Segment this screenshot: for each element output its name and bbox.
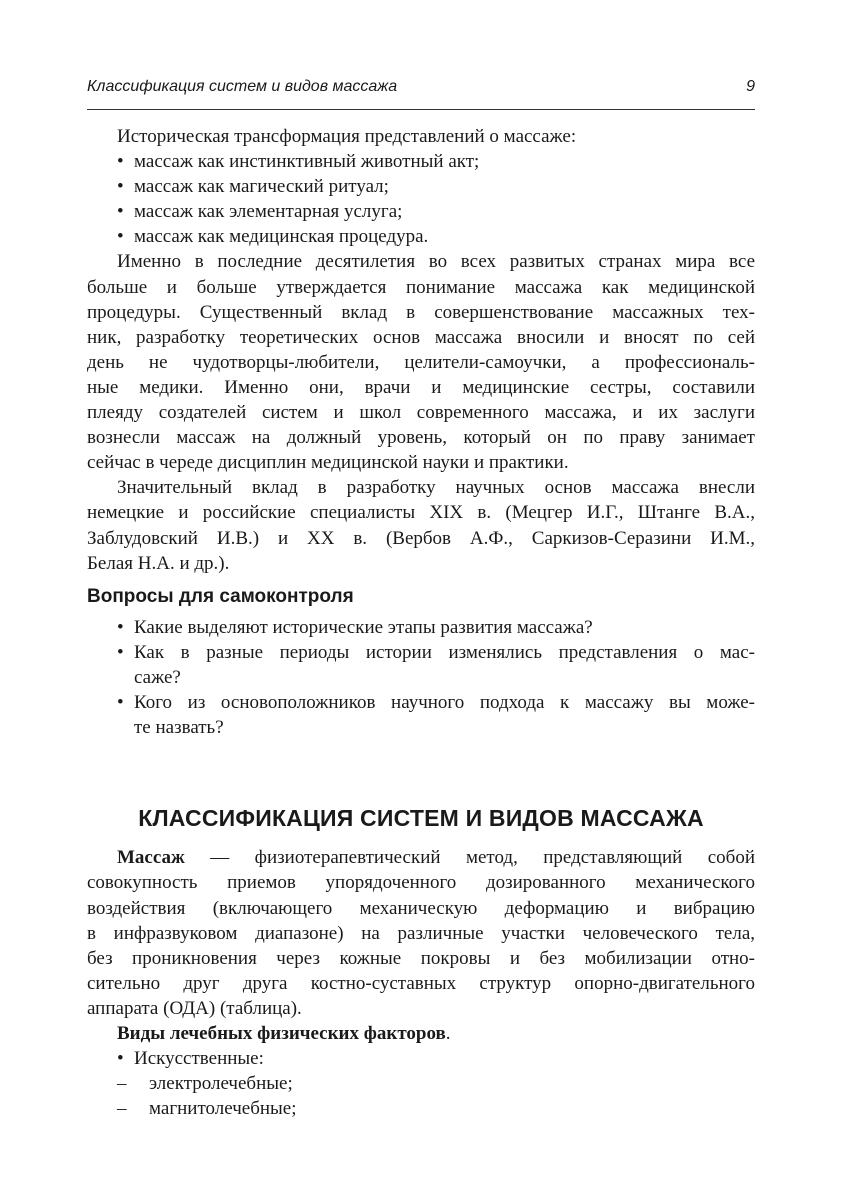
definition-paragraph bbox=[87, 845, 755, 1021]
text-line: воздействия (включающего механическую деформацию и вибрацию bbox=[87, 897, 755, 919]
text-line: аппарата (ОДА) (таблица). bbox=[87, 997, 302, 1019]
paragraph-modern-massage bbox=[87, 249, 755, 475]
list-item: – магнитолечебные; bbox=[87, 1096, 755, 1121]
factors-heading-text: Виды лечебных физических факторов bbox=[117, 1023, 446, 1044]
list-item: – электролечебные; bbox=[87, 1071, 755, 1096]
text-line: сейчас в череде дисциплин медицинской науки и практики. bbox=[87, 452, 569, 474]
text-line: процедуры. Существенный вклад в совершенствование массажных тех- bbox=[87, 301, 755, 323]
definition-text: — физиотерапевтический метод, представляющий собой bbox=[184, 847, 755, 869]
list-item: • массаж как элементарная услуга; bbox=[87, 199, 755, 224]
list-item: • массаж как инстинктивный животный акт; bbox=[87, 149, 755, 174]
text-line: ник, разработку теоретических основ массажа вносили и вносят по сей bbox=[87, 326, 755, 348]
definition-term: Массаж bbox=[117, 847, 185, 869]
text-line: немецкие и российские специалисты XIX в. (Мецгер И.Г., Штанге В.А., bbox=[87, 502, 755, 524]
text-line: вознесли массаж на должный уровень, который он по праву занимает bbox=[87, 427, 755, 449]
text-line: • Как в разные периоды истории изменялись представления о мас- bbox=[134, 641, 755, 663]
factors-sublist bbox=[87, 1071, 755, 1121]
text-line: Именно в последние десятилетия во всех развитых странах мира все bbox=[117, 251, 755, 273]
factors-heading bbox=[87, 1021, 755, 1046]
text-line bbox=[87, 845, 755, 870]
text-line: совокупность приемов упорядоченного дозированного механического bbox=[87, 872, 755, 894]
text-line: без проникновения через кожные покровы и без мобилизации отно- bbox=[87, 947, 755, 969]
text-line: Заблудовский И.В.) и XX в. (Вербов А.Ф., Саркизов-Серазини И.М., bbox=[87, 527, 755, 549]
paragraph-specialists bbox=[87, 475, 755, 575]
text-line: плеяду создателей систем и школ современного массажа, и их заслуги bbox=[87, 402, 755, 424]
text-line: те назвать? bbox=[134, 717, 224, 739]
page-body bbox=[87, 124, 755, 1121]
text-line: • Какие выделяют исторические этапы развития массажа? bbox=[134, 616, 593, 638]
text-line: Белая Н.А. и др.). bbox=[87, 552, 230, 574]
factors-heading-period: . bbox=[445, 1023, 451, 1044]
running-header bbox=[87, 78, 755, 102]
history-intro: Историческая трансформация представлений о массаже: bbox=[117, 126, 577, 147]
list-item bbox=[87, 690, 755, 740]
questions-heading: Вопросы для самоконтроля bbox=[87, 585, 354, 607]
text-line: в инфразвуковом диапазоне) на различные участки человеческого тела, bbox=[87, 922, 755, 944]
text-line: Значительный вклад в разработку научных основ массажа внесли bbox=[117, 477, 755, 499]
history-list bbox=[87, 149, 755, 249]
list-item bbox=[87, 615, 755, 640]
list-item: • массаж как магический ритуал; bbox=[87, 174, 755, 199]
list-item bbox=[87, 640, 755, 690]
text-line: больше и больше утверждается понимание массажа как медицинской bbox=[87, 276, 755, 298]
header-rule bbox=[87, 109, 755, 110]
factors-list bbox=[87, 1046, 755, 1071]
text-line: • Кого из основоположников научного подхода к массажу вы може- bbox=[134, 692, 755, 714]
questions-list bbox=[87, 615, 755, 740]
text-line: день не чудотворцы-любители, целители-самоучки, а профессиональ- bbox=[87, 351, 755, 373]
page-number: 9 bbox=[746, 78, 755, 95]
running-title: Классификация систем и видов массажа bbox=[87, 78, 398, 95]
text-line: саже? bbox=[134, 666, 181, 688]
text-line: ные медики. Именно они, врачи и медицинские сестры, составили bbox=[87, 376, 755, 398]
section-heading: КЛАССИФИКАЦИЯ СИСТЕМ И ВИДОВ МАССАЖА bbox=[138, 805, 704, 832]
list-item: • Искусственные: bbox=[87, 1046, 755, 1071]
list-item: • массаж как медицинская процедура. bbox=[87, 224, 755, 249]
text-line: сительно друг друга костно-суставных структур опорно-двигательного bbox=[87, 972, 755, 994]
